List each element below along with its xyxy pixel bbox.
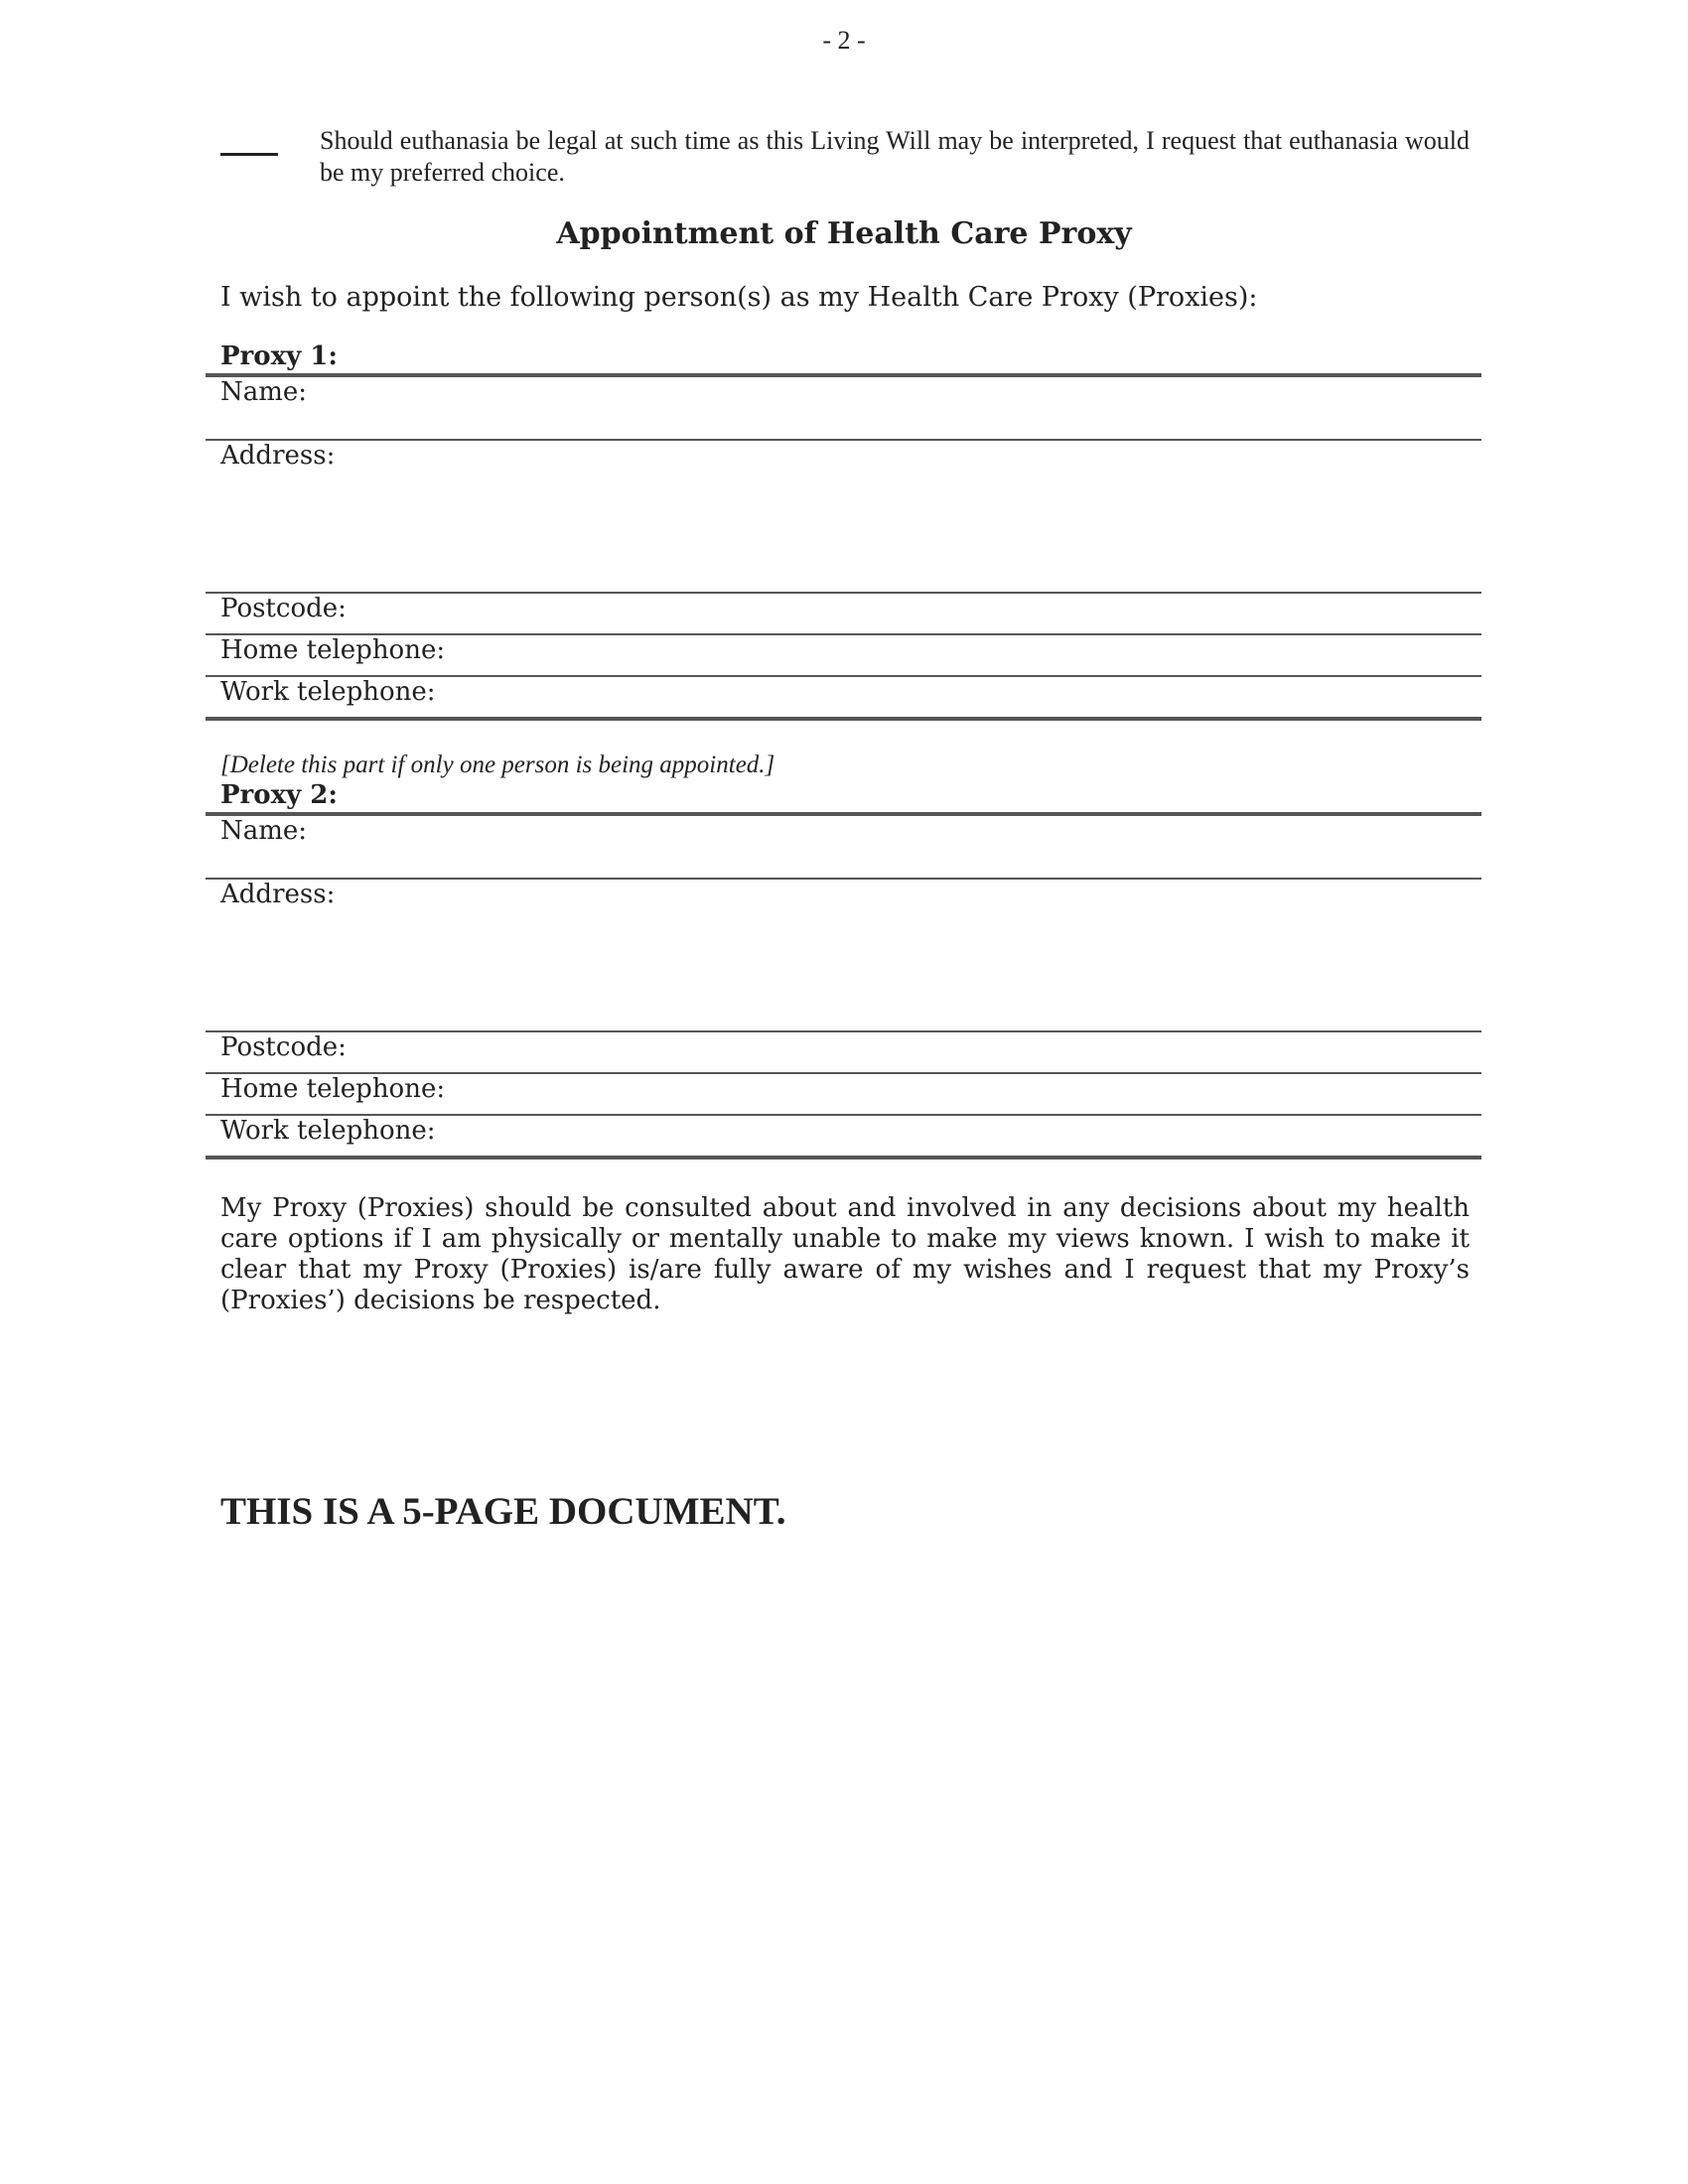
proxy-2-home-telephone-label: Home telephone: bbox=[220, 1074, 446, 1104]
proxy-1-bottom-rule[interactable] bbox=[206, 717, 1481, 721]
closing-paragraph: My Proxy (Proxies) should be consulted about and involved in any decisions about my health care options if I am physically or mentally unable to make my views known. I wish to make it clear that my Proxy (Proxies) is/are fully aware of my wishes and I request that my Proxy’s (Proxies’) decisions be respected. bbox=[220, 1193, 1470, 1315]
proxy-1-work-telephone-label: Work telephone: bbox=[220, 677, 436, 707]
intro-text: I wish to appoint the following person(s) as my Health Care Proxy (Proxies): bbox=[220, 282, 1258, 313]
proxy-2-bottom-rule[interactable] bbox=[206, 1156, 1481, 1160]
proxy-1-name-rule[interactable] bbox=[206, 439, 1481, 441]
proxy-1-postcode-label: Postcode: bbox=[220, 594, 347, 623]
proxy-2-note: [Delete this part if only one person is being appointed.] bbox=[220, 751, 775, 778]
euthanasia-choice-text: Should euthanasia be legal at such time as this Living Will may be interpreted, I request that euthanasia would be my preferred choice. bbox=[320, 126, 1470, 187]
proxy-1-address-label: Address: bbox=[220, 441, 336, 471]
initial-blank-line[interactable] bbox=[220, 153, 278, 156]
proxy-2-name-label: Name: bbox=[220, 816, 308, 846]
proxy-2-name-rule[interactable] bbox=[206, 878, 1481, 880]
proxy-2-address-rule[interactable] bbox=[206, 1030, 1481, 1032]
proxy-2-work-telephone-label: Work telephone: bbox=[220, 1116, 436, 1146]
page-number: - 2 - bbox=[822, 26, 866, 55]
proxy-1-name-label: Name: bbox=[220, 377, 308, 407]
proxy-2-address-label: Address: bbox=[220, 880, 336, 909]
proxy-2-top-rule bbox=[206, 812, 1481, 816]
page-count-notice: THIS IS A 5-PAGE DOCUMENT. bbox=[220, 1490, 786, 1533]
proxy-1-home-telephone-label: Home telephone: bbox=[220, 635, 446, 665]
proxy-1-top-rule bbox=[206, 373, 1481, 377]
proxy-1-title: Proxy 1: bbox=[220, 341, 338, 371]
proxy-2-postcode-label: Postcode: bbox=[220, 1032, 347, 1062]
proxy-1-address-rule[interactable] bbox=[206, 592, 1481, 594]
euthanasia-choice bbox=[220, 125, 1470, 195]
proxy-2-title: Proxy 2: bbox=[220, 780, 338, 810]
section-heading: Appointment of Health Care Proxy bbox=[556, 216, 1132, 251]
